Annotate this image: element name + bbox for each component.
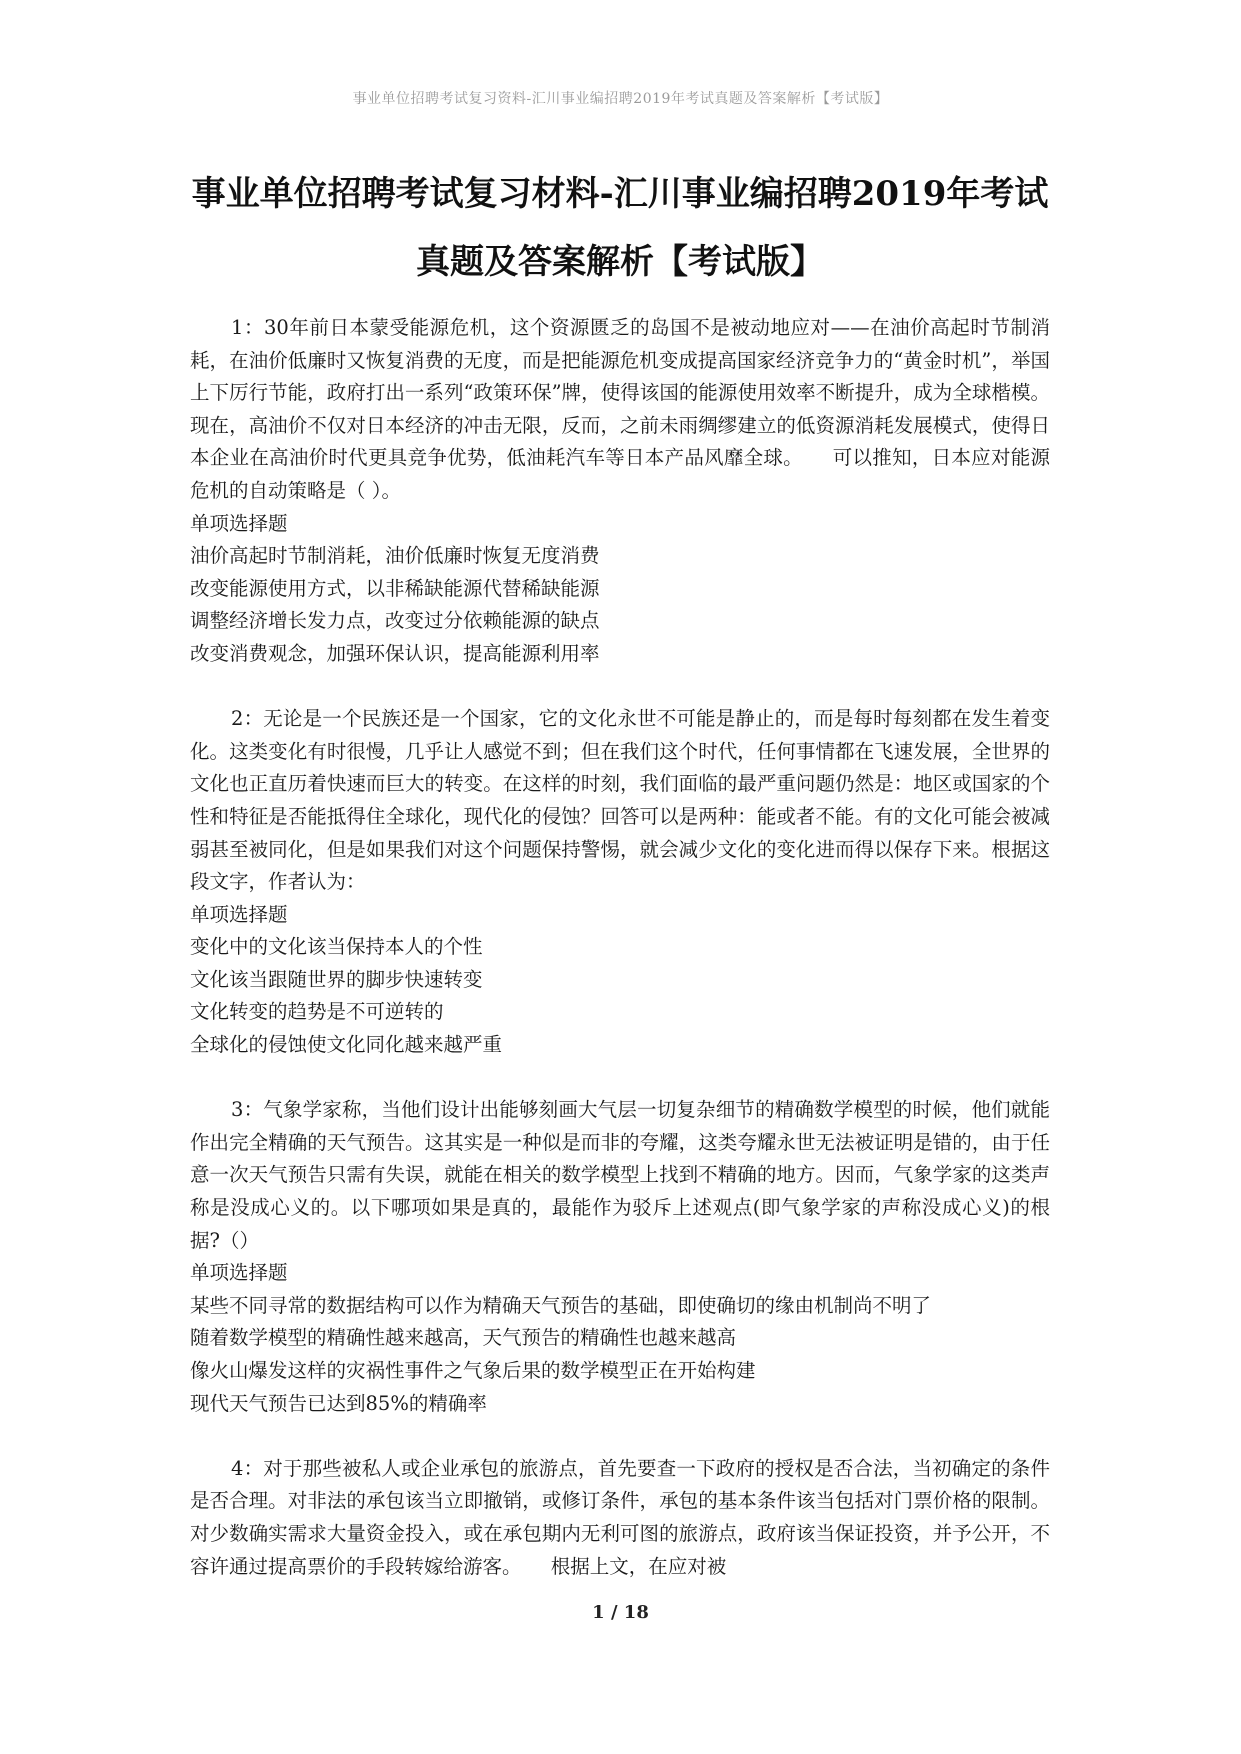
question-4: [190, 1453, 1050, 1583]
option-c: 调整经济增长发力点，改变过分依赖能源的缺点: [190, 609, 600, 633]
running-header: 事业单位招聘考试复习资料-汇川事业编招聘2019年考试真题及答案解析【考试版】: [352, 91, 889, 107]
question-stem: 2：无论是一个民族还是一个国家，它的文化永世不可能是静止的，而是每时每刻都在发生着变化。这类变化有时很慢，几乎让人感觉不到；但在我们这个时代，任何事情都在飞速发展，全世界的文化也正直历着快速而巨大的转变。在这样的时刻，我们面临的最严重问题仍然是：地区或国家的个性和特征是否能抵得住全球化，现代化的侵蚀？回答可以是两种：能或者不能。有的文化可能会被减弱甚至被同化，但是如果我们对这个问题保持警惕，就会减少文化的变化进而得以保存下来。根据这段文字，作者认为：: [190, 707, 1050, 894]
page-number: 1 / 18: [592, 1602, 649, 1623]
option-b: 文化该当跟随世界的脚步快速转变: [190, 967, 483, 991]
question-stem: 1：30年前日本蒙受能源危机，这个资源匮乏的岛国不是被动地应对——在油价高起时节制消耗，在油价低廉时又恢复消费的无度，而是把能源危机变成提高国家经济竞争力的“黄金时机”，举国上下厉行节能，政府打出一系列“政策环保”牌，使得该国的能源使用效率不断提升，成为全球楷模。现在，高油价不仅对日本经济的冲击无限，反而，之前未雨绸缪建立的低资源消耗发展模式，使得日本企业在高油价时代更具竞争优势，低油耗汽车等日本产品风靡全球。 可以推知，日本应对能源危机的自动策略是（ ）。: [190, 316, 1050, 502]
option-c: 像火山爆发这样的灾祸性事件之气象后果的数学模型正在开始构建: [190, 1359, 756, 1382]
question-list: [190, 312, 1050, 1616]
document-title: [150, 160, 1090, 296]
option-b: 随着数学模型的精确性越来越高，天气预告的精确性也越来越高: [190, 1326, 737, 1350]
option-a: 变化中的文化该当保持本人的个性: [190, 935, 483, 959]
option-d: 改变消费观念，加强环保认识，提高能源利用率: [190, 641, 600, 665]
question-2: [190, 703, 1050, 1062]
question-stem: 3：气象学家称，当他们设计出能够刻画大气层一切复杂细节的精确数学模型的时候，他们就能作出完全精确的天气预告。这其实是一种似是而非的夸耀，这类夸耀永世无法被证明是错的，由于任意一次天气预告只需有失误，就能在相关的数学模型上找到不精确的地方。因而，气象学家的这类声称是没成心义的。以下哪项如果是真的，最能作为驳斥上述观点(即气象学家的声称没成心义)的根据?（）: [190, 1098, 1050, 1252]
question-type: 单项选择题: [190, 511, 288, 535]
question-3: [190, 1094, 1050, 1420]
option-d: 现代天气预告已达到85%的精确率: [190, 1391, 487, 1415]
question-stem: 4：对于那些被私人或企业承包的旅游点，首先要查一下政府的授权是否合法，当初确定的条件是否合理。对非法的承包该当立即撤销，或修订条件，承包的基本条件该当包括对门票价格的限制。对少数确实需求大量资金投入，或在承包期内无利可图的旅游点，政府该当保证投资，并予公开，不容许通过提高票价的手段转嫁给游客。 根据上文，在应对被: [190, 1456, 1050, 1578]
option-b: 改变能源使用方式，以非稀缺能源代替稀缺能源: [190, 576, 600, 600]
option-a: 油价高起时节制消耗，油价低廉时恢复无度消费: [190, 544, 600, 568]
question-1: [190, 312, 1050, 671]
question-type: 单项选择题: [190, 902, 288, 926]
question-type: 单项选择题: [190, 1261, 288, 1285]
option-c: 文化转变的趋势是不可逆转的: [190, 1000, 444, 1024]
option-d: 全球化的侵蚀使文化同化越来越严重: [190, 1033, 503, 1057]
title-line-2: 真题及答案解析【考试版】: [416, 242, 824, 282]
title-line-1: 事业单位招聘考试复习材料-汇川事业编招聘2019年考试: [191, 174, 1049, 214]
option-a: 某些不同寻常的数据结构可以作为精确天气预告的基础，即使确切的缘由机制尚不明了: [190, 1293, 932, 1317]
